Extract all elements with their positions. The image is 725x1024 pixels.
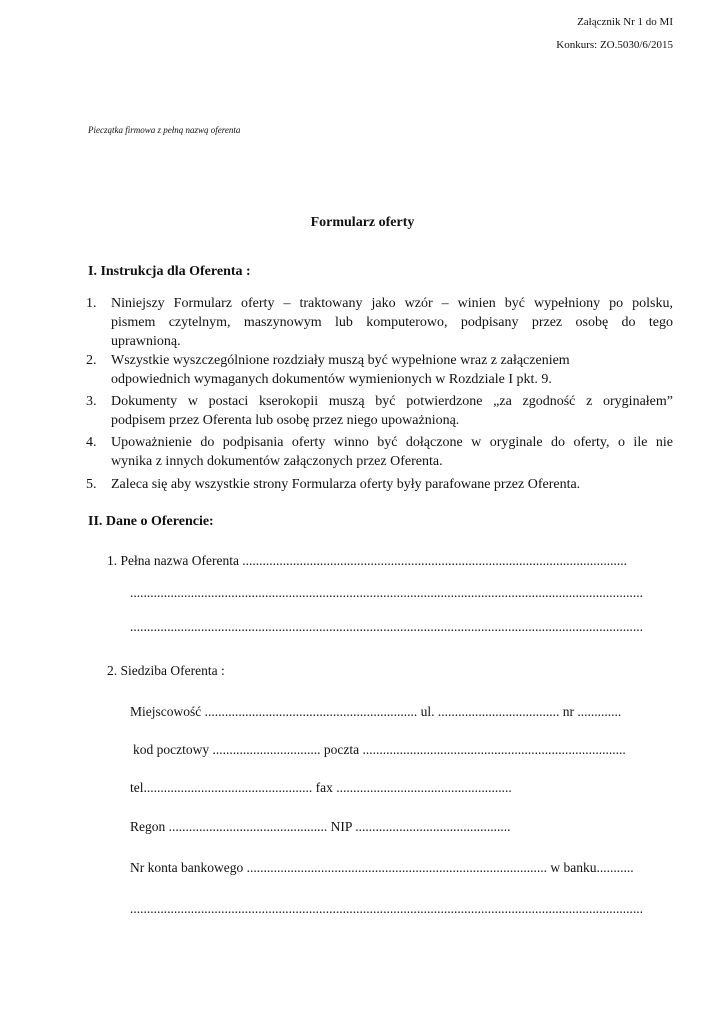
- offerent-name-field[interactable]: 1. Pełna nazwa Oferenta ..................................................................................................................: [107, 553, 628, 568]
- instruction-text: Upoważnienie do podpisania oferty winno być dołączone w oryginale do oferty, o ile nie: [111, 435, 673, 450]
- offerent-name-line-2[interactable]: ........................................................................................................................................................: [130, 585, 643, 600]
- instruction-number: 3.: [86, 394, 97, 409]
- instruction-text: uprawnioną.: [111, 334, 181, 349]
- city-street-number-field[interactable]: Miejscowość ............................................................... ul. .................................... nr .............: [130, 704, 622, 719]
- instruction-item-2: [86, 351, 673, 389]
- instruction-item-3: [86, 392, 673, 430]
- instruction-number: 4.: [86, 435, 97, 450]
- instruction-text: wynika z innych dokumentów załączonych przez Oferenta.: [111, 454, 443, 469]
- bank-account-field[interactable]: Nr konta bankowego ......................................................................................... w banku...........: [130, 860, 634, 875]
- section-1-heading: I. Instrukcja dla Oferenta :: [88, 264, 251, 279]
- instruction-text: Wszystkie wyszczególnione rozdziały muszą być wypełnione wraz z załączeniem: [111, 353, 570, 368]
- offerent-address-label: 2. Siedziba Oferenta :: [107, 663, 225, 678]
- instruction-text: pismem czytelnym, maszynowym lub komputerowo, podpisany przez osobę do tego: [111, 315, 673, 330]
- regon-nip-field[interactable]: Regon ............................................... NIP ..............................................: [130, 819, 511, 834]
- form-title: Formularz oferty: [310, 215, 415, 230]
- instruction-item-1: [86, 294, 673, 351]
- instruction-text: Zaleca się aby wszystkie strony Formularza oferty były parafowane przez Oferenta.: [111, 477, 581, 492]
- postal-code-field[interactable]: kod pocztowy ................................ poczta ..............................................................................: [133, 742, 626, 757]
- instruction-item-4: [86, 433, 673, 471]
- instruction-number: 1.: [86, 296, 97, 311]
- phone-fax-field[interactable]: tel.................................................. fax ....................................................: [130, 780, 512, 795]
- instruction-text: podpisem przez Oferenta lub osobę przez niego upoważnioną.: [111, 413, 460, 428]
- instruction-item-5: [86, 475, 673, 494]
- instruction-number: 5.: [86, 477, 97, 492]
- annex-label: Załącznik Nr 1 do MI: [577, 16, 673, 28]
- contest-number: Konkurs: ZO.5030/6/2015: [556, 39, 673, 51]
- section-2-heading: II. Dane o Oferencie:: [88, 514, 214, 529]
- instruction-text: odpowiednich wymaganych dokumentów wymienionych w Rozdziale I pkt. 9.: [111, 372, 552, 387]
- offerent-name-line-3[interactable]: ........................................................................................................................................................: [130, 619, 643, 634]
- company-stamp-note: Pieczątka firmowa z pełną nazwą oferenta: [88, 125, 241, 135]
- instruction-text: Niniejszy Formularz oferty – traktowany jako wzór – winien być wypełniony po polsku,: [111, 296, 673, 311]
- bank-account-line-2[interactable]: ........................................................................................................................................................: [130, 901, 643, 916]
- instruction-number: 2.: [86, 353, 97, 368]
- instruction-text: Dokumenty w postaci kserokopii muszą być potwierdzone „za zgodność z oryginałem”: [111, 394, 673, 409]
